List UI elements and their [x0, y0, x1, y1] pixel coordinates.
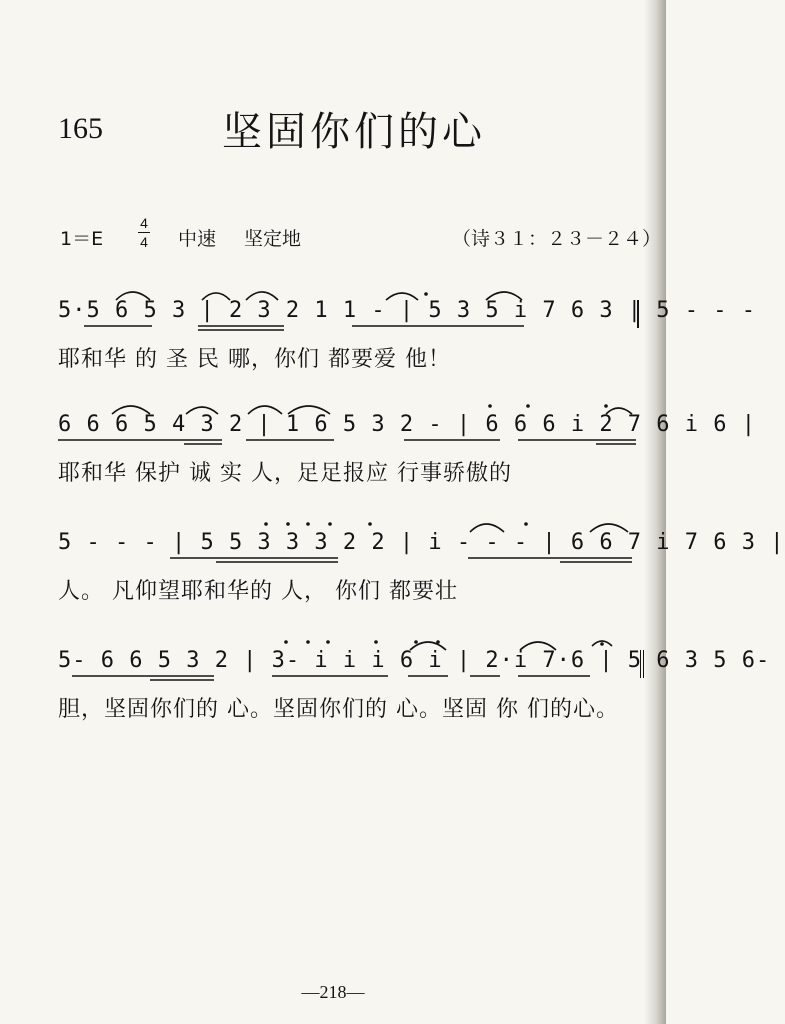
- lyrics-line-3: 人。 凡仰望耶和华的 人， 你们 都要壮: [58, 579, 458, 604]
- notation-line-3: 5 - - - | 5 5 3 3 3 2 2 | i - - - | 6 6 7 i 7 6 3 |: [58, 530, 785, 555]
- octave-dot: [306, 522, 310, 526]
- octave-dot: [424, 292, 428, 296]
- hymn-number: 165: [58, 112, 103, 145]
- octave-dot: [374, 640, 378, 644]
- slur-mark: [590, 524, 628, 532]
- fermata-dot: [600, 642, 604, 646]
- octave-dot: [326, 640, 330, 644]
- slur-mark: [116, 292, 150, 300]
- notation-line-2: 6 6 6 5 4 3 2 | 1 6 5 3 2 - | 6 6 6 i 2 7 6 i 6 |: [58, 412, 757, 437]
- lyrics-line-2: 耶和华 保护 诚 实 人，足足报应 行事骄傲的: [58, 461, 512, 486]
- slur-mark: [606, 408, 632, 414]
- octave-dot: [436, 640, 440, 644]
- slur-mark: [386, 293, 418, 300]
- page-number: —218—: [301, 982, 365, 1002]
- octave-dot: [524, 522, 528, 526]
- notation-line-1: 5·5 6 5 3 | 2 3 2 1 1 - | 5 3 5 i 7 6 3 | 5 - - -: [58, 298, 757, 323]
- octave-dot: [526, 404, 530, 408]
- slur-mark: [186, 407, 218, 414]
- slur-mark: [248, 406, 282, 414]
- lyrics-line-4: 胆，坚固你们的 心。坚固你们的 心。坚固 你 们的心。: [58, 697, 619, 722]
- octave-dot: [368, 522, 372, 526]
- slur-mark: [246, 292, 278, 300]
- scripture-reference: （诗３１：２３－２４）: [452, 228, 662, 250]
- slur-mark: [202, 293, 230, 300]
- octave-dot: [414, 640, 418, 644]
- key-signature: 1＝E: [60, 228, 104, 250]
- notation-line-4: 5- 6 6 5 3 2 | 3- i i i 6 i | 2·i 7·6 | 5 6 3 5 6-: [58, 648, 771, 673]
- time-signature-top: 4: [140, 215, 148, 231]
- octave-dot: [604, 404, 608, 408]
- slur-mark: [486, 292, 522, 300]
- tempo-marking: 中速: [178, 228, 217, 250]
- hymn-title: 坚固你们的心: [222, 109, 486, 155]
- octave-dot: [284, 640, 288, 644]
- lyrics-line-1: 耶和华 的 圣 民 哪，你们 都要爱 他！: [58, 347, 451, 372]
- octave-dot: [286, 522, 290, 526]
- slur-mark: [520, 642, 556, 650]
- slur-mark: [470, 524, 504, 532]
- octave-dot: [306, 640, 310, 644]
- octave-dot: [328, 522, 332, 526]
- octave-dot: [264, 522, 268, 526]
- slur-mark: [112, 406, 150, 414]
- slur-mark: [288, 406, 330, 414]
- octave-dot: [488, 404, 492, 408]
- expression-marking: 坚定地: [244, 228, 302, 250]
- time-signature-bottom: 4: [140, 234, 148, 250]
